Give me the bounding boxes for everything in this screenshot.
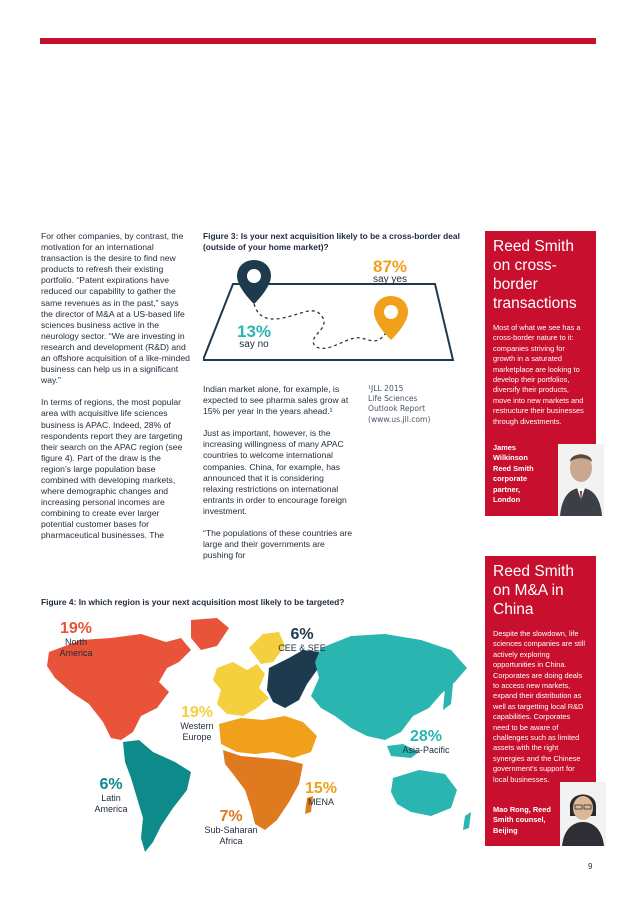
- sidebar-cross-border-body: Most of what we see has a cross-border nature to it: companies striving for growth in a saturated marketplace are looking to develop their portfolios, diversify their products, move into new markets and restructure their businesses through divestments.: [493, 323, 584, 426]
- name-north-america-1: North: [64, 637, 87, 647]
- yes-label: say yes: [373, 274, 407, 285]
- top-rule: [40, 38, 596, 44]
- label-latin-america: [85, 776, 137, 814]
- page-number: 9: [588, 862, 593, 871]
- region-new-zealand: [463, 812, 471, 830]
- sidebar-china: [485, 556, 596, 846]
- left-paragraph-2: In terms of regions, the most popular area with acquisitive life sciences business is APAC. Indeed, 28% of respondents report they are targeting their search on the APAC region (see figure 4). Part of the draw is the region’s large population base combined with developing markets, where demographic changes and increasing personal incomes are combining to create ever larger potential customer bases for pharmaceutical businesses. The: [41, 397, 183, 541]
- footnote-line-2: Life Sciences: [368, 394, 418, 404]
- sidebar-china-title: Reed Smith on M&A in China: [493, 563, 574, 618]
- pct-north-america: 19%: [59, 620, 93, 637]
- left-paragraph-1: For other companies, by contrast, the motivation for an international transaction is the desire to find new products to refresh their existing portfolio. “Patent expirations have reduced our capability to gather the same revenues as in the past,” says the director of M&A at a US-based life sciences business active in the neurology sector. “We are investing in research and development (R&D) and an offshore acquisition of a like-minded business can help us in a significant way.”: [41, 231, 190, 386]
- pct-sub-saharan-africa: 7%: [219, 808, 243, 825]
- footnote-line-1: ¹JLL 2015: [368, 384, 404, 393]
- pct-cee-see: 6%: [290, 626, 314, 643]
- figure-4-world-map: [41, 612, 473, 857]
- sidebar-cross-border-title: Reed Smith on cross-border transactions: [493, 238, 577, 312]
- no-percentage: 13%: [236, 322, 272, 341]
- name-latin-america-1: Latin: [101, 793, 121, 803]
- footnote-line-4: (www.us.jll.com): [368, 414, 431, 424]
- name-asia-pacific: Asia-Pacific: [402, 745, 450, 755]
- footnote-line-3: Outlook Report: [368, 404, 426, 414]
- label-north-america: [45, 620, 107, 658]
- label-cee-see: [267, 626, 337, 654]
- no-label: say no: [239, 339, 269, 350]
- middle-paragraph-1: Indian market alone, for example, is expected to see pharma sales grow at 15% per year in the years ahead.¹: [203, 384, 349, 417]
- name-mena: MENA: [307, 797, 334, 807]
- figure-3-title: Figure 3: Is your next acquisition likely to be a cross-border deal (outside of your home market)?: [203, 231, 460, 252]
- label-sub-saharan-africa: [191, 808, 271, 846]
- name-western-europe-2: Europe: [182, 731, 212, 742]
- left-column: [41, 231, 191, 553]
- name-western-europe-1: Western: [180, 721, 214, 731]
- sidebar-cross-border: [485, 231, 596, 516]
- name-cee-see: CEE & SEE: [278, 643, 326, 653]
- cross-border-illustration: [203, 256, 473, 368]
- figure-3: [203, 256, 473, 368]
- yes-stat: [363, 258, 417, 286]
- name-north-america-2: America: [59, 647, 93, 658]
- figure-4-title: Figure 4: In which region is your next acquisition most likely to be targeted?: [41, 597, 345, 607]
- label-asia-pacific: [393, 728, 459, 756]
- name-sub-saharan-africa-1: Sub-Saharan: [204, 825, 258, 835]
- pct-asia-pacific: 28%: [409, 728, 443, 745]
- middle-column: [203, 384, 353, 572]
- pct-mena: 15%: [304, 780, 338, 797]
- no-stat: [231, 323, 277, 351]
- name-sub-saharan-africa-2: Africa: [219, 835, 243, 846]
- region-mena: [219, 716, 317, 758]
- label-western-europe: [171, 704, 223, 742]
- name-latin-america-2: America: [94, 803, 128, 814]
- middle-paragraph-2: Just as important, however, is the increasing willingness of many APAC countries to welcome international companies. China, for example, has announced that it is considering relaxing restrictions on international entrants in order to encourage foreign investment.: [203, 428, 347, 516]
- region-greenland: [191, 618, 229, 650]
- yes-percentage: 87%: [372, 257, 408, 276]
- middle-paragraph-3: “The populations of these countries are large and their governments are pushing for: [203, 528, 353, 561]
- pct-latin-america: 6%: [99, 776, 123, 793]
- pct-western-europe: 19%: [180, 704, 214, 721]
- portrait-photo: [560, 782, 606, 846]
- sidebar-china-body: Despite the slowdown, life sciences companies are still actively exploring opportunities in China. Corporates are doing deals to access new markets, expand their distribution as well as targetting local R&D capabilities. Corporates need to be aware of challenges such as limited assets with the right synergies and the Chinese government’s support for local businesses.: [493, 629, 586, 784]
- sidebar-cross-border-person: James Wilkinson Reed Smith corporate partner, London: [493, 443, 534, 505]
- sidebar-china-person: Mao Rong, Reed Smith counsel, Beijing: [493, 805, 551, 835]
- portrait-photo: [558, 444, 604, 516]
- footnote: [368, 384, 468, 425]
- region-australia: [391, 770, 457, 816]
- label-mena: [299, 780, 343, 808]
